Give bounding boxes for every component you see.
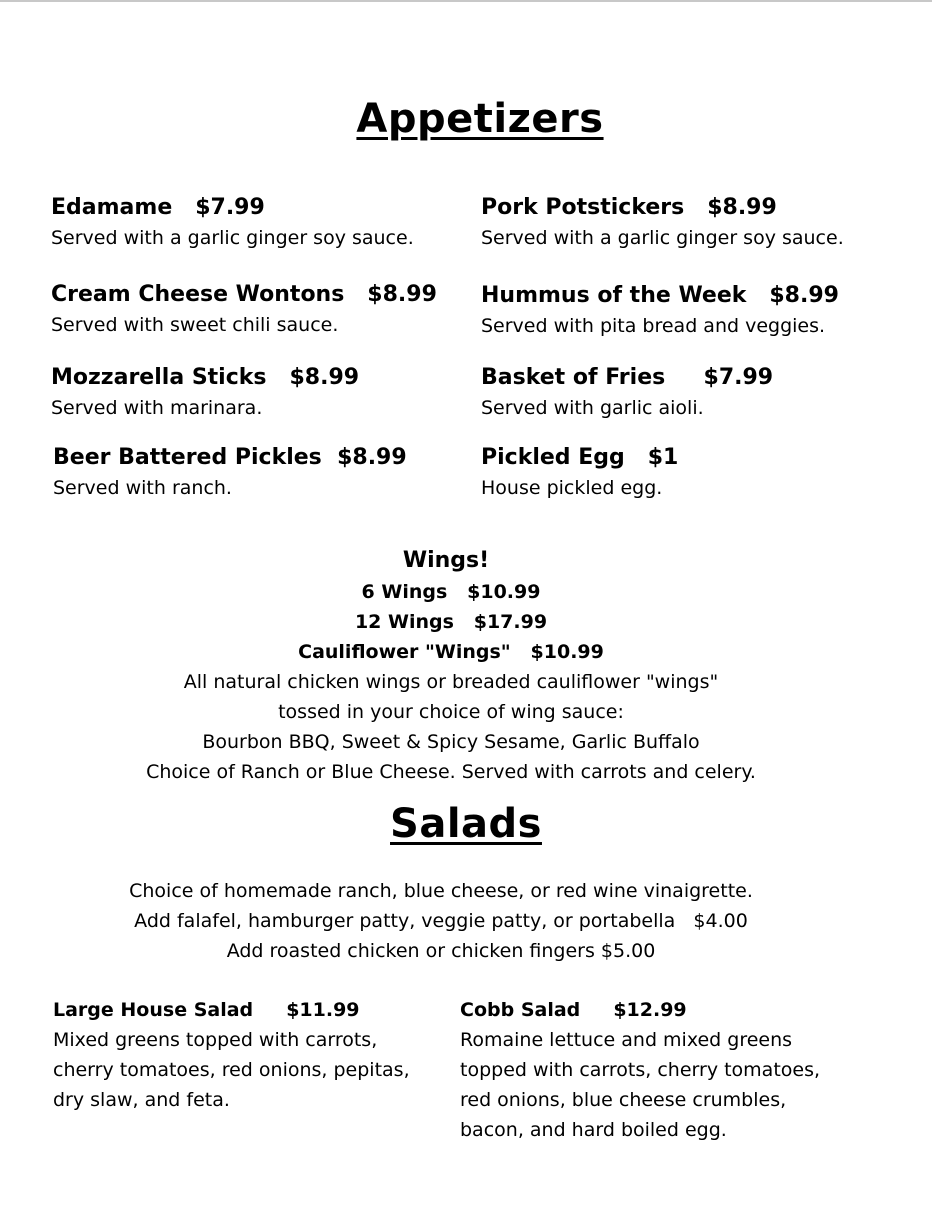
item-name: Beer Battered Pickles $8.99 — [53, 445, 407, 470]
description-line: cherry tomatoes, red onions, pepitas, — [53, 1059, 410, 1081]
menu-item-pork-potstickers — [481, 193, 844, 253]
item-description: Served with pita bread and veggies. — [481, 315, 826, 337]
item-description: Served with ranch. — [53, 477, 232, 499]
item-name: Large House Salad $11.99 — [53, 999, 360, 1021]
appetizers-heading: Appetizers — [356, 96, 604, 142]
description-line: bacon, and hard boiled egg. — [460, 1119, 727, 1141]
description-line: Romaine lettuce and mixed greens — [460, 1029, 793, 1051]
wings-title: Wings! — [402, 548, 490, 573]
salad-note-line: Add falafel, hamburger patty, veggie patty, or portabella $4.00 — [134, 910, 748, 932]
item-name: Basket of Fries $7.99 — [481, 365, 774, 390]
item-description: Served with marinara. — [51, 397, 263, 419]
menu-item-large-house-salad — [53, 995, 410, 1115]
wings-section — [0, 545, 932, 787]
item-name: Hummus of the Week $8.99 — [481, 283, 839, 308]
item-description: Served with garlic aioli. — [481, 397, 704, 419]
item-description: Served with a garlic ginger soy sauce. — [51, 227, 414, 249]
salads-heading: Salads — [390, 801, 542, 847]
wings-description-line: Choice of Ranch or Blue Cheese. Served with carrots and celery. — [146, 761, 756, 783]
top-border — [0, 0, 932, 2]
menu-item-basket-of-fries — [481, 363, 773, 423]
item-description: Served with a garlic ginger soy sauce. — [481, 227, 844, 249]
description-line: red onions, blue cheese crumbles, — [460, 1089, 787, 1111]
salad-note-line: Add roasted chicken or chicken fingers $5.00 — [226, 940, 656, 962]
item-description — [460, 1025, 820, 1145]
item-name: Cream Cheese Wontons $8.99 — [51, 282, 437, 307]
item-description: Served with sweet chili sauce. — [51, 314, 339, 336]
item-name: Edamame $7.99 — [51, 195, 265, 220]
wings-description-line: Bourbon BBQ, Sweet & Spicy Sesame, Garlic Buffalo — [202, 731, 700, 753]
description-line: topped with carrots, cherry tomatoes, — [460, 1059, 821, 1081]
menu-item-cobb-salad — [460, 995, 820, 1145]
menu-item-edamame — [51, 193, 414, 253]
menu-item-pickled-egg — [481, 443, 678, 503]
item-name: Cobb Salad $12.99 — [460, 999, 687, 1021]
wings-option: 6 Wings $10.99 — [361, 581, 541, 603]
salad-note-line: Choice of homemade ranch, blue cheese, or red wine vinaigrette. — [129, 880, 753, 902]
wings-option: 12 Wings $17.99 — [354, 611, 548, 633]
description-line: dry slaw, and feta. — [53, 1089, 230, 1111]
menu-item-hummus — [481, 281, 839, 341]
wings-description-line: All natural chicken wings or breaded cauliflower "wings" — [183, 671, 719, 693]
menu-item-cream-cheese-wontons — [51, 280, 437, 340]
item-name: Pickled Egg $1 — [481, 445, 679, 470]
item-name: Pork Potstickers $8.99 — [481, 195, 777, 220]
item-name: Mozzarella Sticks $8.99 — [51, 365, 360, 390]
wings-description-line: tossed in your choice of wing sauce: — [278, 701, 624, 723]
menu-item-beer-battered-pickles — [53, 443, 407, 503]
description-line: Mixed greens topped with carrots, — [53, 1029, 378, 1051]
item-description — [53, 1025, 410, 1115]
menu-item-mozzarella-sticks — [51, 363, 359, 423]
item-description: House pickled egg. — [481, 477, 663, 499]
wings-option: Cauliflower "Wings" $10.99 — [298, 641, 604, 663]
salad-notes — [0, 876, 932, 966]
